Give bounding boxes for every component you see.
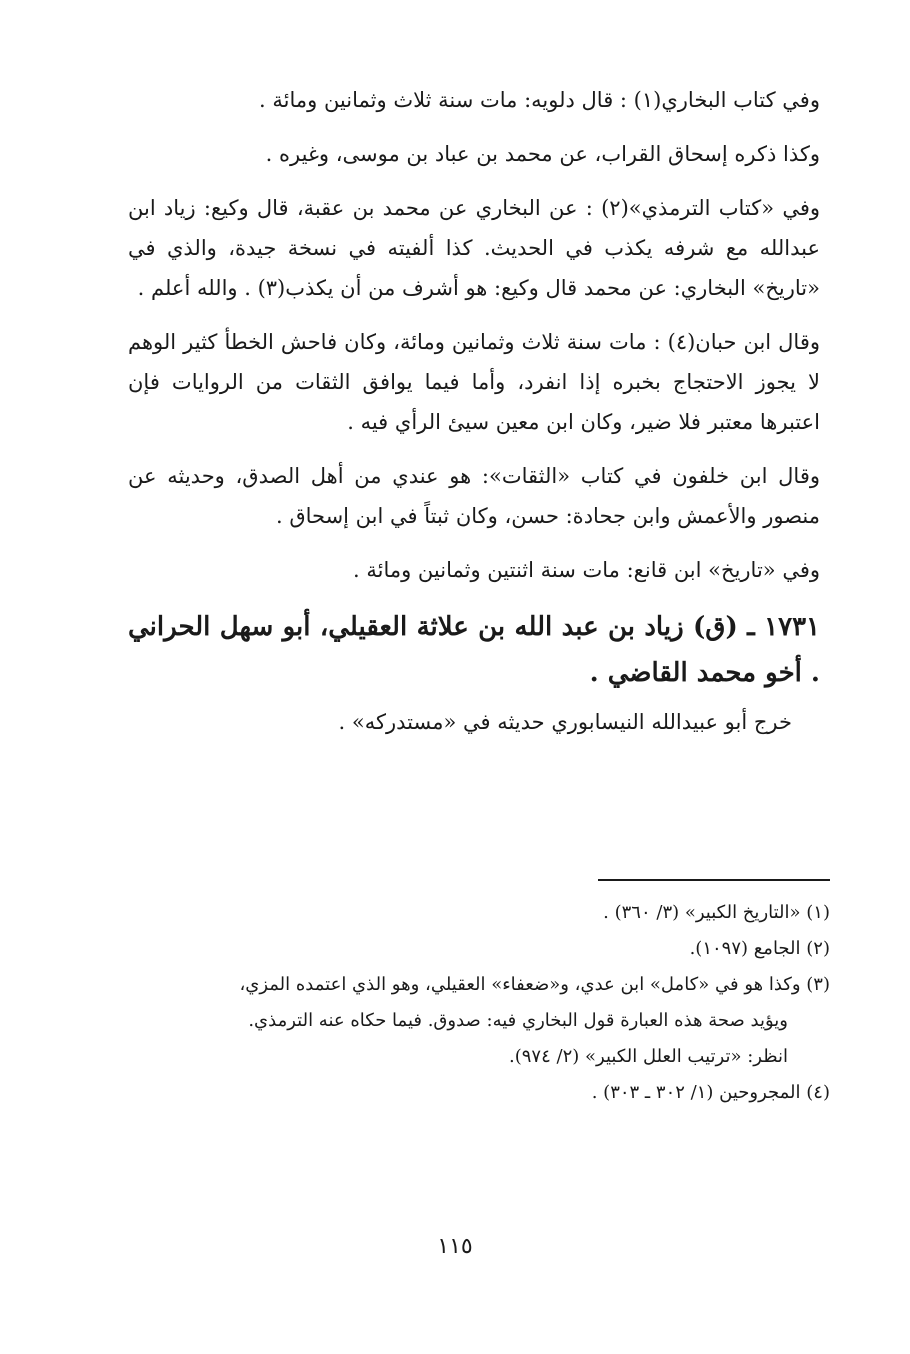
- paragraph-bukhari: وفي كتاب البخاري(١) : قال دلويه: مات سنة ثلاث وثمانين ومائة .: [259, 88, 820, 112]
- footnotes: [128, 895, 830, 1111]
- paragraph-ibn-khalfun: وقال ابن خلفون في كتاب «الثقات»: هو عندي من أهل الصدق، وحديثه عن منصور والأعمش وابن جحادة: حسن، وكان ثبتاً في ابن إسحاق .: [128, 464, 820, 528]
- footnote-2: (٢) الجامع (١٠٩٧).: [689, 938, 830, 959]
- footnote-4: (٤) المجروحين (١/ ٣٠٢ ـ ٣٠٣) .: [591, 1082, 830, 1103]
- footnote-3-reference: انظر: «ترتيب العلل الكبير» (٢/ ٩٧٤).: [509, 1046, 788, 1067]
- paragraph-qarrab: وكذا ذكره إسحاق القراب، عن محمد بن عباد بن موسى، وغيره .: [265, 142, 820, 166]
- footnote-3-continuation: ويؤيد صحة هذه العبارة قول البخاري فيه: صدوق. فيما حكاه عنه الترمذي.: [248, 1010, 788, 1031]
- entry-heading: ١٧٣١ ـ (ق) زياد بن عبد الله بن علاثة العقيلي، أبو سهل الحراني . أخو محمد القاضي .: [128, 612, 820, 688]
- footnote-divider: [598, 879, 830, 881]
- paragraph-ibn-qani: وفي «تاريخ» ابن قانع: مات سنة اثنتين وثمانين ومائة .: [353, 558, 820, 582]
- paragraph-ibn-hibban: وقال ابن حبان(٤) : مات سنة ثلاث وثمانين ومائة، وكان فاحش الخطأ كثير الوهم لا يجوز الاحتجاج بخبره إذا انفرد، وأما فيما يوافق الثقات من الروايات فإن اعتبرها معتبر فلا ضير، وكان ابن معين سيئ الرأي فيه .: [128, 330, 821, 434]
- page-number: ١١٥: [437, 1234, 473, 1259]
- footnote-3: (٣) وكذا هو في «كامل» ابن عدي، و«ضعفاء» العقيلي، وهو الذي اعتمده المزي،: [239, 974, 830, 995]
- paragraph-tirmidhi: وفي «كتاب الترمذي»(٢) : عن البخاري عن محمد بن عقبة، قال وكيع: زياد ابن عبدالله مع شرفه يكذب في الحديث. كذا ألفيته في نسخة جيدة، والذي في «تاريخ» البخاري: عن محمد قال وكيع: هو أشرف من أن يكذب(٣) . والله أعلم .: [128, 196, 820, 300]
- footnote-1: (١) «التاريخ الكبير» (٣/ ٣٦٠) .: [603, 902, 830, 923]
- main-text: [128, 80, 820, 756]
- entry-text: خرج أبو عبيدالله النيسابوري حديثه في «مستدركه» .: [338, 710, 792, 734]
